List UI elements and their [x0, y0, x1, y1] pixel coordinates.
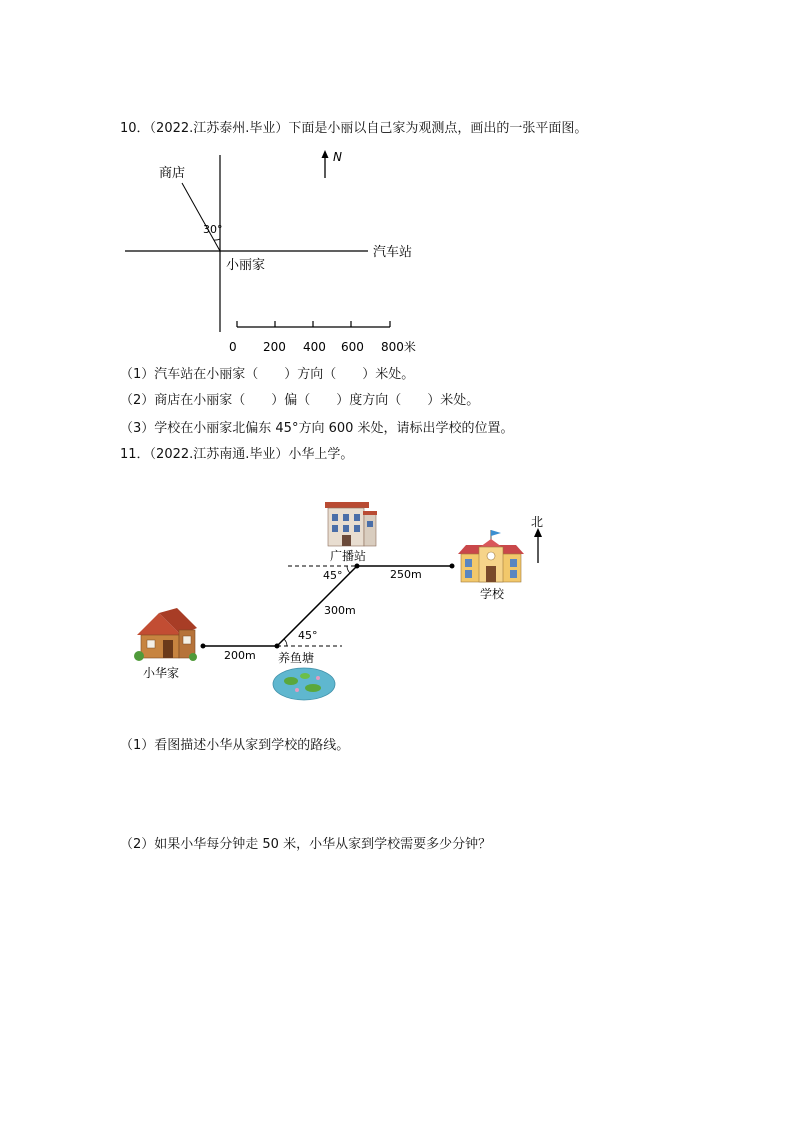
north-label: N: [333, 150, 342, 164]
home-house-icon: [134, 608, 197, 661]
point-pond: [275, 644, 280, 649]
north-label: 北: [531, 515, 544, 529]
question-10-part-3: （3）学校在小丽家北偏东 45°方向 600 米处，请标出学校的位置。: [120, 421, 514, 436]
question-11-route-map: [125, 490, 565, 705]
question-10-part-1: （1）汽车站在小丽家（ ）方向（ ）米处。: [120, 367, 415, 382]
angle-arc-pond: [284, 639, 287, 646]
school-building-icon: [458, 530, 524, 582]
bus-station-label: 汽车站: [373, 245, 413, 260]
scale-label-800: 800米: [381, 340, 416, 354]
scale-label-0: 0: [229, 340, 237, 354]
question-10-map: [110, 145, 440, 360]
shop-direction-line: [182, 183, 220, 251]
question-11-part-1: （1）看图描述小华从家到学校的路线。: [120, 738, 350, 753]
fish-pond-icon: [273, 668, 335, 700]
angle-arc: [214, 239, 220, 240]
pond-label: 养鱼塘: [278, 651, 315, 665]
question-10-part-2: （2）商店在小丽家（ ）偏（ ）度方向（ ）米处。: [120, 393, 480, 408]
broadcast-station-building-icon: [325, 502, 377, 546]
scale-label-600: 600: [341, 340, 364, 354]
question-11-header: 11．（2022.江苏南通.毕业）小华上学。: [120, 447, 354, 462]
shop-label: 商店: [159, 166, 186, 181]
angle-arc-station: [347, 566, 350, 573]
distance-pond-station: 300m: [324, 604, 356, 617]
question-10-header: 10．（2022.江苏泰州.毕业）下面是小丽以自己家为观测点，画出的一张平面图。: [120, 121, 588, 136]
point-school: [450, 564, 455, 569]
angle-label-station: 45°: [323, 569, 343, 582]
broadcast-station-label: 广播站: [330, 549, 367, 563]
scale-label-400: 400: [303, 340, 326, 354]
question-11-part-2: （2）如果小华每分钟走 50 米，小华从家到学校需要多少分钟？: [120, 837, 492, 852]
home-label: 小丽家: [226, 258, 266, 273]
home-label: 小华家: [143, 666, 180, 680]
north-arrow-icon: [534, 528, 542, 563]
point-home: [201, 644, 206, 649]
point-station: [355, 564, 360, 569]
scale-bar: [237, 321, 390, 327]
distance-home-pond: 200m: [224, 649, 256, 662]
scale-label-200: 200: [263, 340, 286, 354]
angle-label-pond: 45°: [298, 629, 318, 642]
north-arrow-icon: [322, 150, 329, 178]
distance-station-school: 250m: [390, 568, 422, 581]
angle-label: 30°: [203, 223, 223, 236]
school-label: 学校: [480, 587, 505, 601]
